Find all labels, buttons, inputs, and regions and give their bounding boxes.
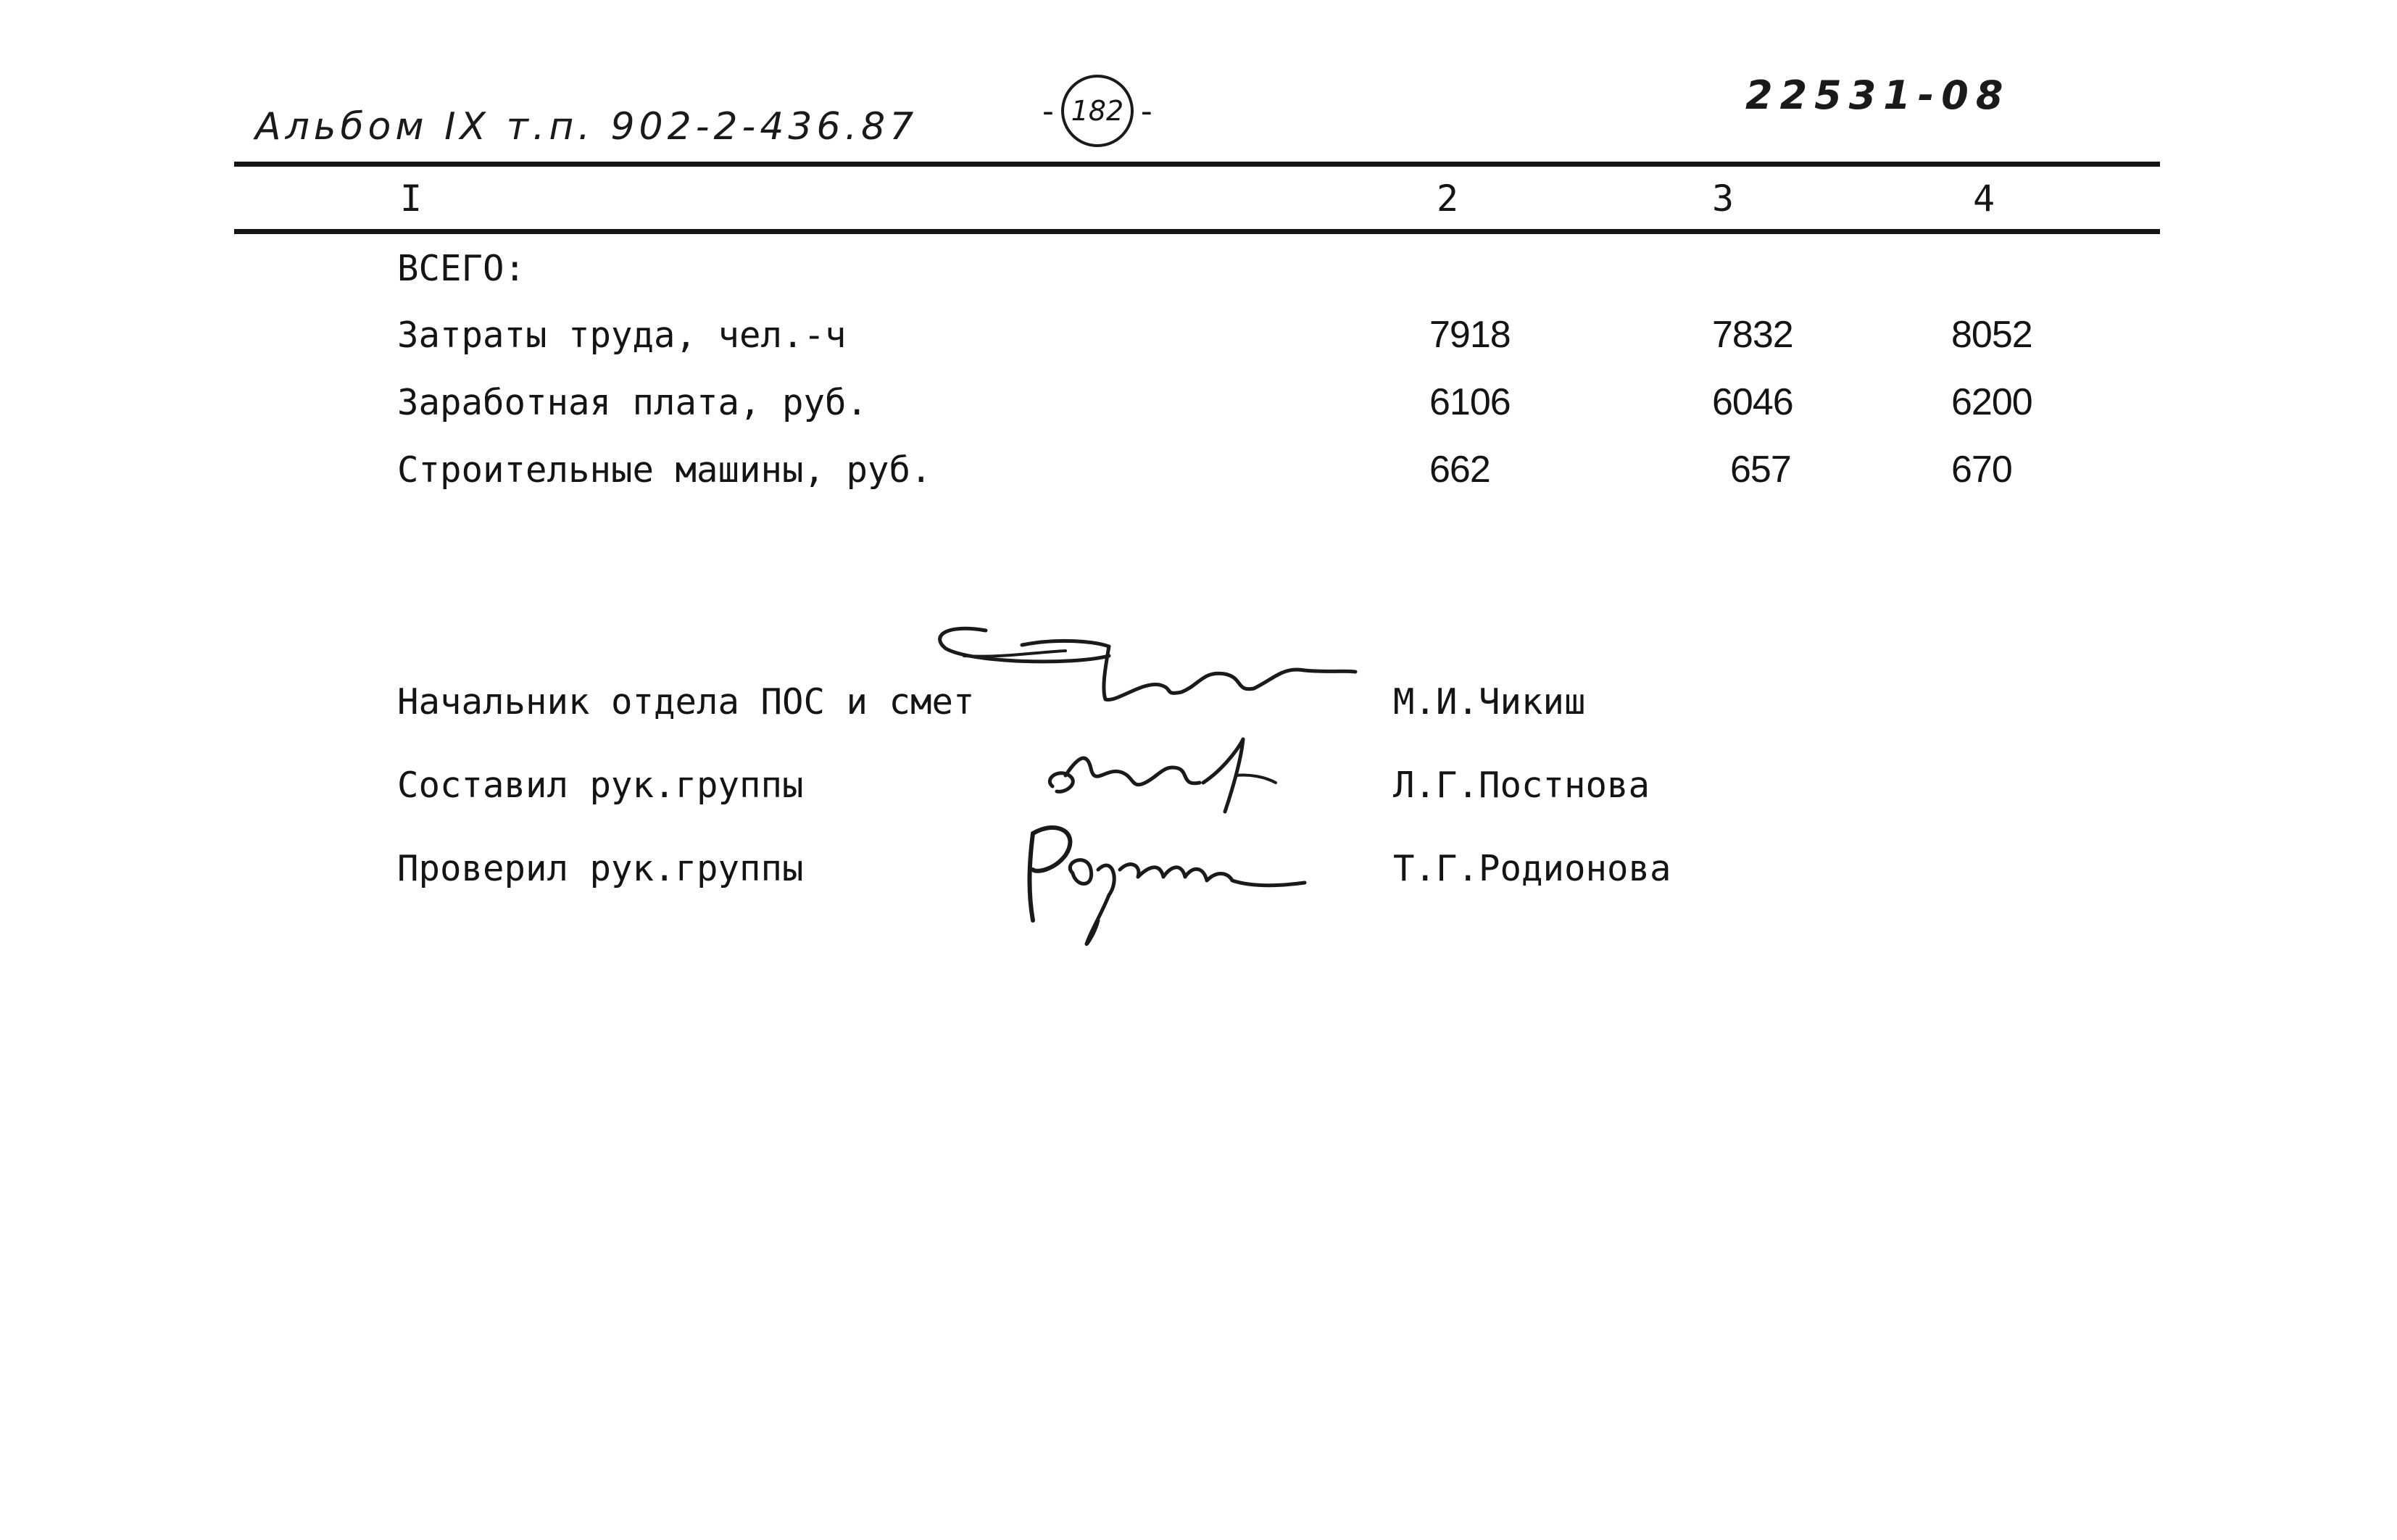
row-label-labor: Затраты труда, чел.-ч — [397, 315, 847, 356]
cell-machines-col4: 670 — [1951, 449, 2012, 491]
document-number: 22531-08 — [1745, 72, 2011, 118]
signature-role-checked: Проверил рук.группы — [397, 848, 804, 889]
section-total-label: ВСЕГО: — [397, 248, 526, 289]
row-label-machines: Строительные машины, руб. — [397, 449, 932, 491]
row-label-wages: Заработная плата, руб. — [397, 382, 868, 423]
cell-machines-col2: 662 — [1429, 449, 1490, 491]
signature-role-head: Начальник отдела ПОС и смет — [397, 681, 975, 723]
column-header-3: 3 — [1712, 178, 1735, 220]
signature-name-head: М.И.Чикиш — [1393, 681, 1586, 723]
signature-scribble-compiled — [1050, 739, 1276, 812]
cell-labor-col2: 7918 — [1429, 314, 1511, 356]
column-header-2: 2 — [1437, 178, 1459, 220]
cell-wages-col3: 6046 — [1712, 381, 1793, 423]
page-number: 182 — [1061, 75, 1134, 147]
cell-wages-col4: 6200 — [1951, 381, 2032, 423]
cell-labor-col3: 7832 — [1712, 314, 1793, 356]
signature-name-checked: Т.Г.Родионова — [1393, 848, 1671, 889]
signature-name-compiled: Л.Г.Постнова — [1393, 765, 1650, 806]
signature-scribble-checked — [1029, 828, 1305, 944]
signature-scribble-head — [940, 628, 1355, 699]
cell-labor-col4: 8052 — [1951, 314, 2032, 356]
column-header-1: I — [400, 178, 423, 220]
page-dash-right: - — [1140, 92, 1152, 130]
cell-machines-col3: 657 — [1730, 449, 1791, 491]
column-header-4: 4 — [1973, 178, 1995, 220]
signature-role-compiled: Составил рук.группы — [397, 765, 804, 806]
album-reference: Альбом IX т.п. 902-2-436.87 — [255, 105, 918, 149]
cell-wages-col2: 6106 — [1429, 381, 1511, 423]
page-dash-left: - — [1042, 92, 1054, 130]
